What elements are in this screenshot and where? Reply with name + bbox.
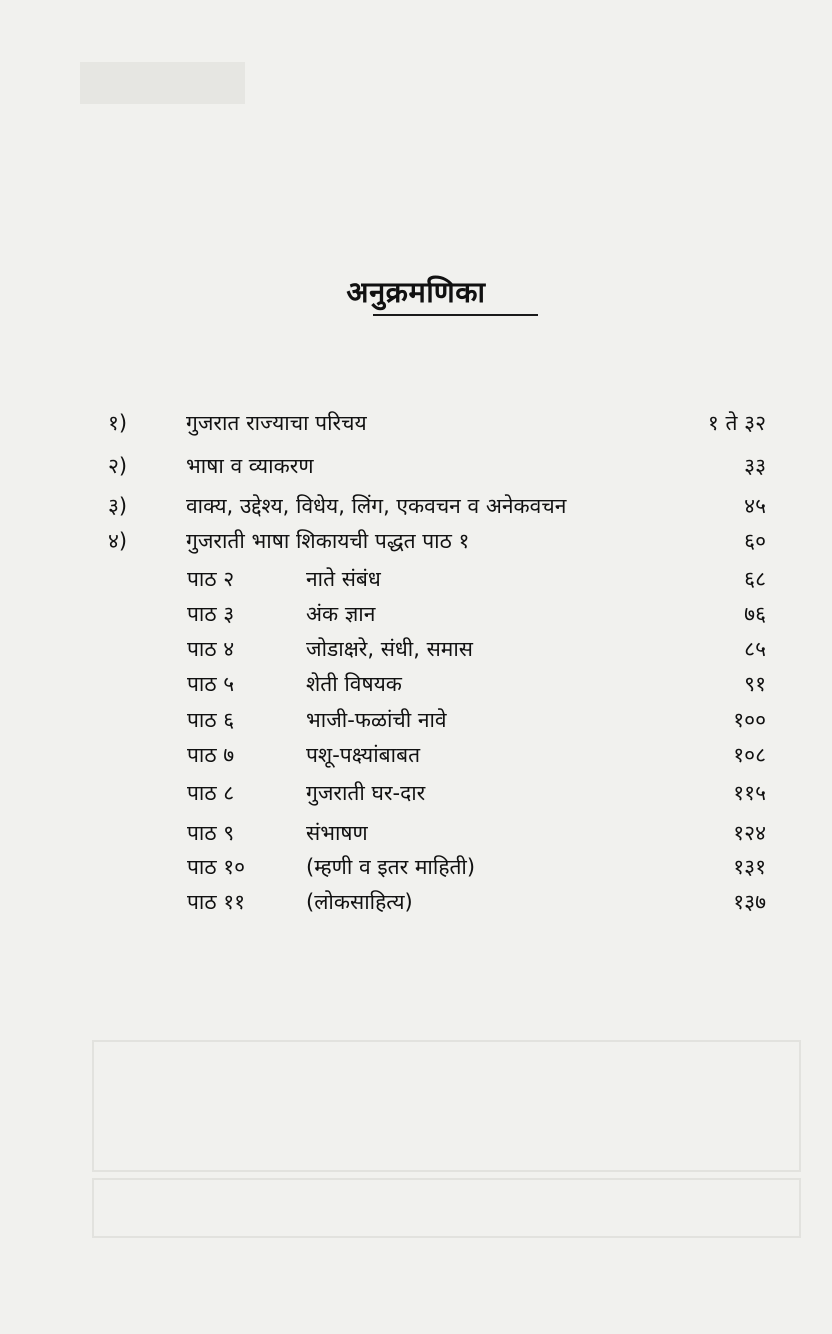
toc-row <box>0 738 832 772</box>
lesson-label: पाठ २ <box>187 567 235 591</box>
entry-page-number: ६० <box>744 529 766 553</box>
entry-title: गुजराती भाषा शिकायची पद्धत पाठ १ <box>186 529 470 553</box>
toc-row <box>0 524 832 558</box>
toc-row <box>0 885 832 919</box>
lesson-label: पाठ १० <box>187 855 246 879</box>
entry-title: (म्हणी व इतर माहिती) <box>306 855 476 879</box>
entry-title: जोडाक्षरे, संधी, समास <box>306 637 473 661</box>
lesson-label: पाठ ५ <box>187 672 235 696</box>
entry-title: गुजरात राज्याचा परिचय <box>186 411 367 435</box>
entry-title: वाक्य, उद्देश्य, विधेय, लिंग, एकवचन व अनेकवचन <box>186 494 567 518</box>
toc-row <box>0 850 832 884</box>
entry-page-number: १३७ <box>733 890 766 914</box>
entry-page-number: १३१ <box>733 855 766 879</box>
page-title: अनुक्रमणिका <box>346 275 486 309</box>
toc-row <box>0 597 832 631</box>
toc-row <box>0 489 832 523</box>
entry-page-number: ४५ <box>744 494 766 518</box>
lesson-label: पाठ ८ <box>187 781 235 805</box>
entry-number: ४) <box>108 529 128 553</box>
toc-row <box>0 776 832 810</box>
toc-row <box>0 632 832 666</box>
entry-page-number: ३३ <box>744 454 766 478</box>
entry-page-number: ८५ <box>744 637 766 661</box>
entry-page-number: १०८ <box>733 743 766 767</box>
entry-page-number: ६८ <box>744 567 766 591</box>
entry-page-number: ११५ <box>733 781 766 805</box>
title-underline <box>373 314 538 316</box>
toc-row <box>0 816 832 850</box>
entry-page-number: ९१ <box>744 672 766 696</box>
entry-page-number: १२४ <box>733 821 766 845</box>
entry-title: भाजी-फळांची नावे <box>306 708 447 732</box>
entry-number: १) <box>108 411 128 435</box>
lesson-label: पाठ ११ <box>187 890 246 914</box>
entry-title: (लोकसाहित्य) <box>306 890 413 914</box>
lesson-label: पाठ ७ <box>187 743 235 767</box>
entry-page-number: १ ते ३२ <box>707 411 766 435</box>
entry-page-number: १०० <box>733 708 766 732</box>
entry-title: संभाषण <box>306 821 368 845</box>
toc-row <box>0 703 832 737</box>
lesson-label: पाठ ३ <box>187 602 235 626</box>
lesson-label: पाठ ६ <box>187 708 235 732</box>
toc-row <box>0 562 832 596</box>
entry-title: गुजराती घर-दार <box>306 781 426 805</box>
entry-title: पशू-पक्ष्यांबाबत <box>306 743 421 767</box>
entry-title: अंक ज्ञान <box>306 602 376 626</box>
lesson-label: पाठ ९ <box>187 821 235 845</box>
entry-title: शेती विषयक <box>306 672 402 696</box>
bleed-through-logo <box>80 62 245 104</box>
bleed-through-box <box>92 1178 801 1238</box>
entry-page-number: ७६ <box>744 602 766 626</box>
entry-number: २) <box>108 454 128 478</box>
toc-row <box>0 667 832 701</box>
lesson-label: पाठ ४ <box>187 637 235 661</box>
bleed-through-box <box>92 1040 801 1172</box>
toc-row <box>0 449 832 483</box>
entry-title: नाते संबंध <box>306 567 381 591</box>
entry-number: ३) <box>108 494 128 518</box>
toc-row <box>0 406 832 440</box>
entry-title: भाषा व व्याकरण <box>186 454 314 478</box>
